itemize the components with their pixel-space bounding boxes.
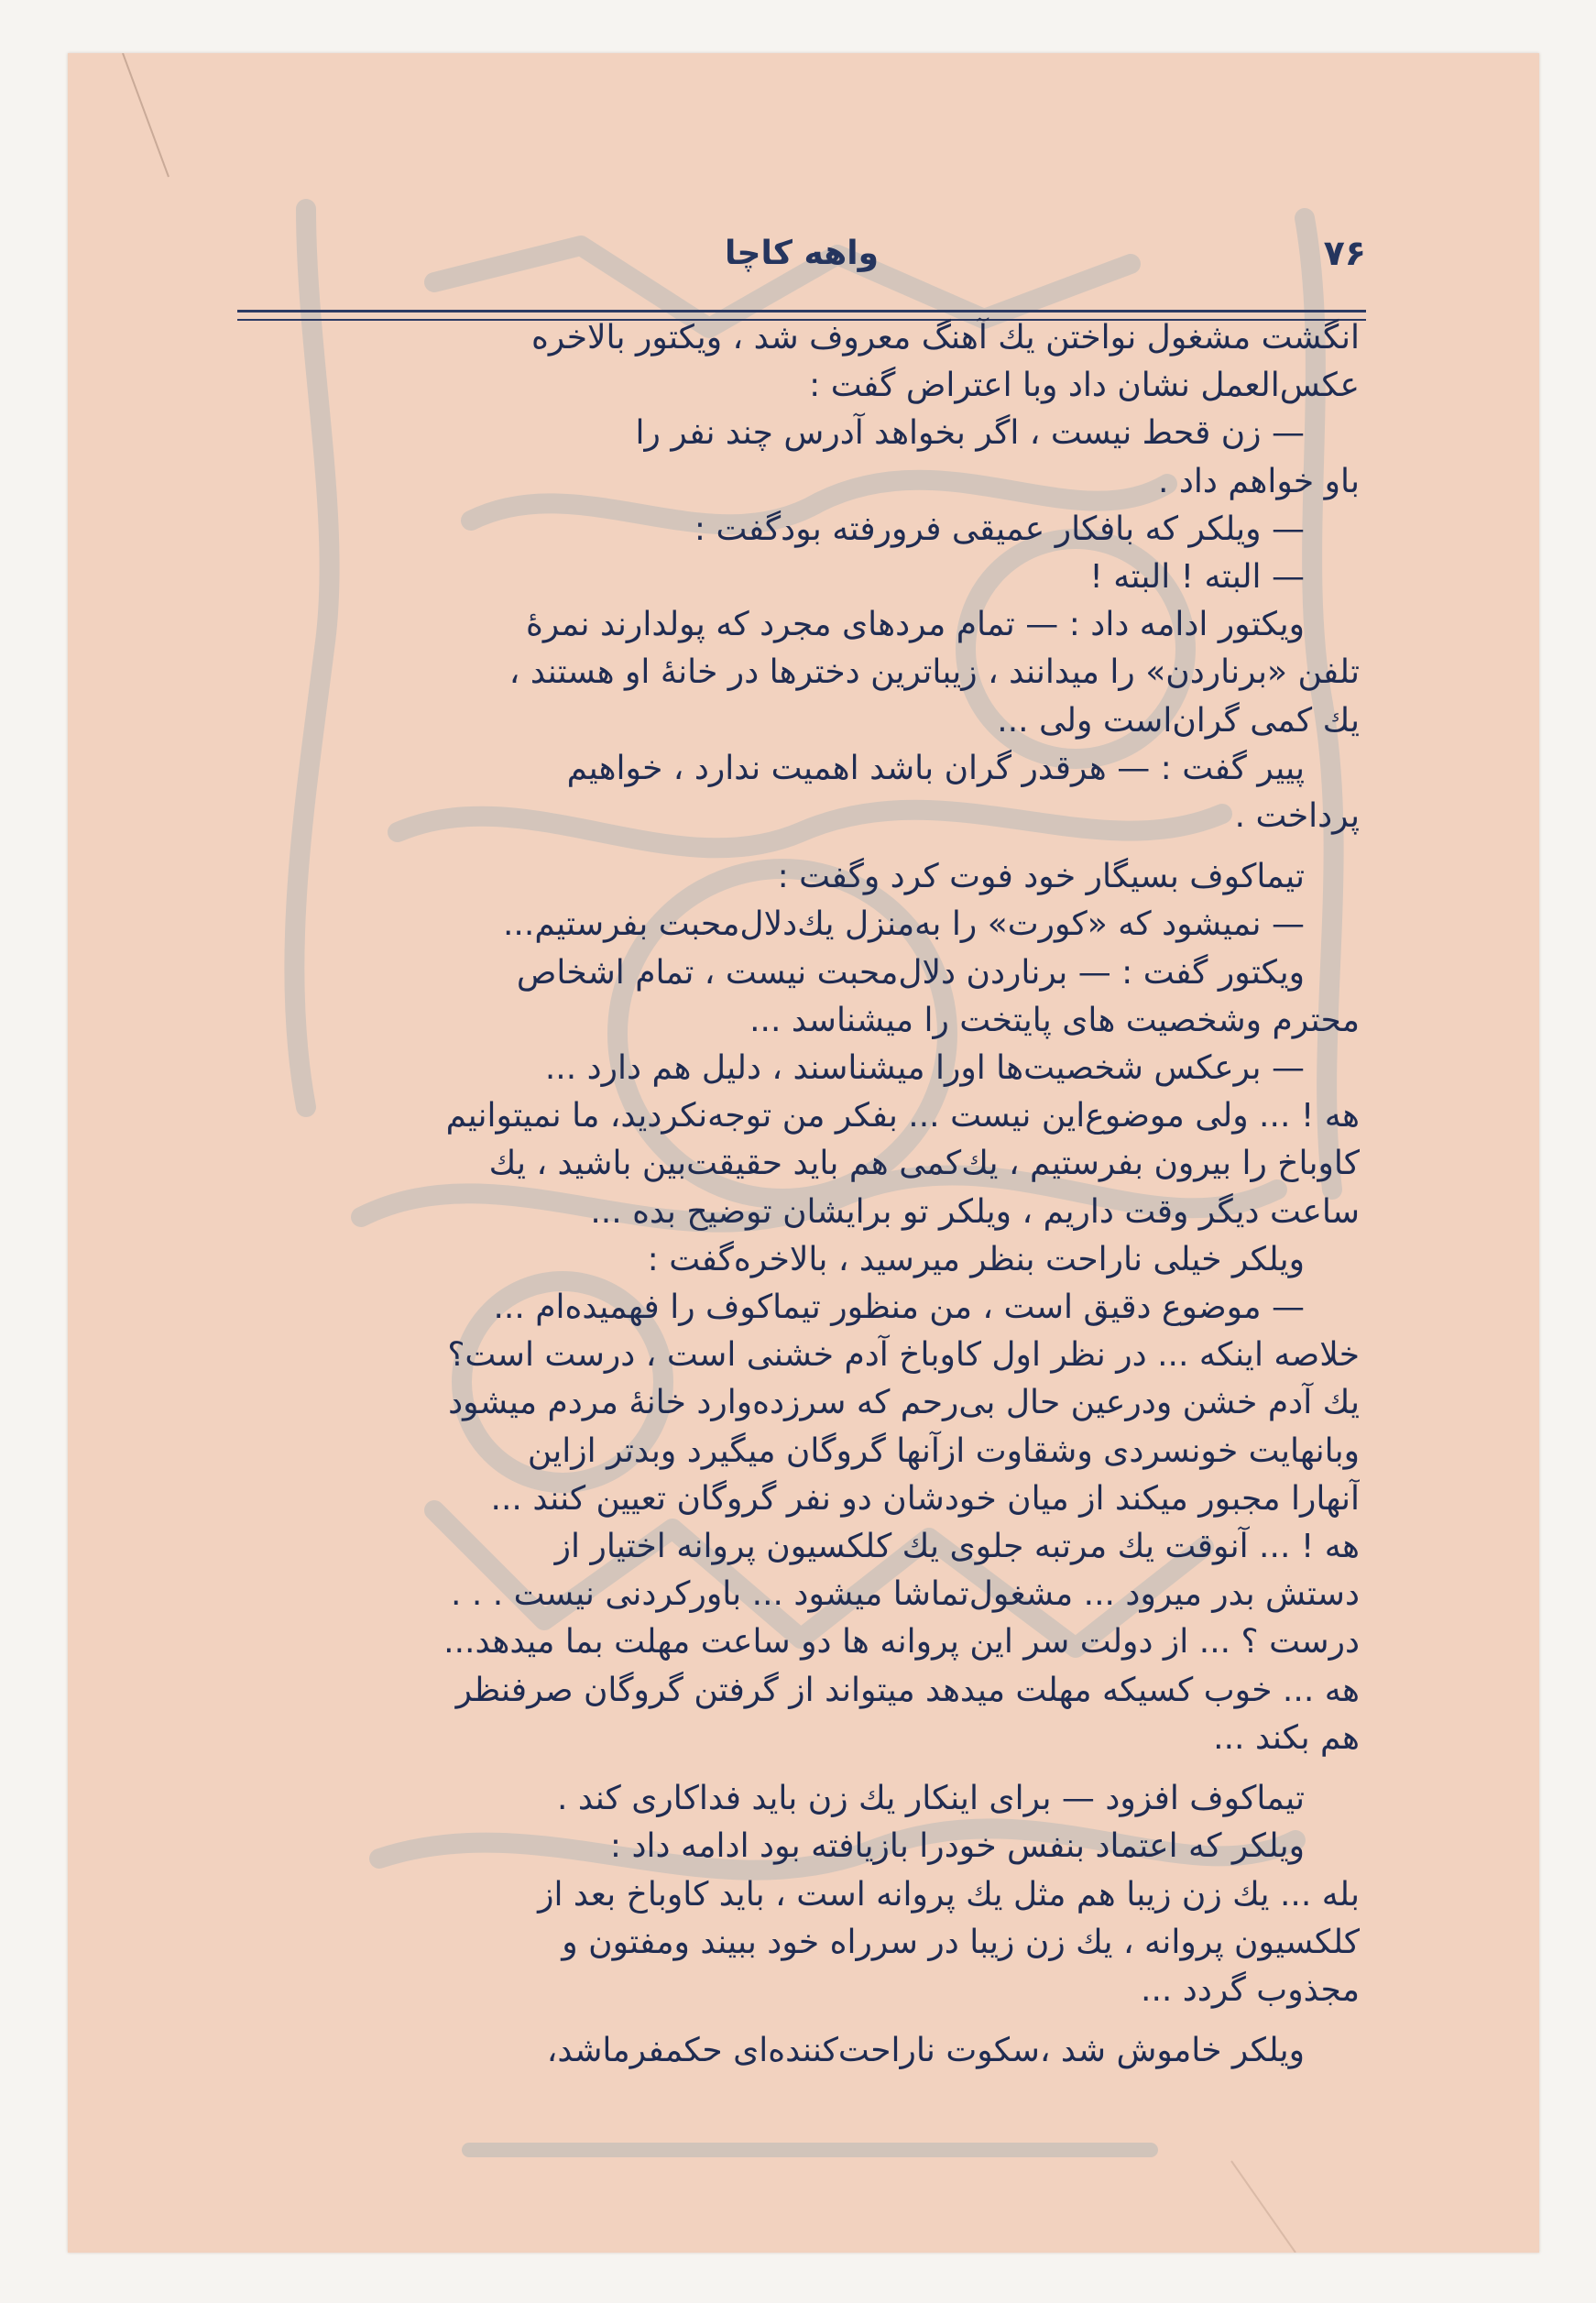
text-line: باو خواهم داد . xyxy=(1157,462,1360,500)
text-line: بله ... یك زن زیبا هم مثل یك پروانه است ، باید کاوباخ بعد از xyxy=(538,1875,1360,1914)
text-line: ویکتور ادامه داد : — تمام مردهای مجرد که پولدارند نمرهٔ xyxy=(526,606,1305,644)
text-line: آنهارا مجبور میکند از میان خودشان دو نفر گروگان تعیین کنند ... xyxy=(490,1479,1360,1518)
text-line: ویلکر خاموش شد ،سکوت ناراحت‌کننده‌ای حکمفرماشد، xyxy=(546,2032,1305,2070)
text-line: ویلکر خیلی ناراحت بنظر میرسید ، بالاخره‌گفت : xyxy=(647,1240,1305,1278)
page-body xyxy=(249,314,1360,2075)
text-line: خلاصه اینکه ... در نظر اول کاوباخ آدم خشنی است ، درست است؟ xyxy=(447,1336,1360,1375)
text-line: ویکتور گفت : — برناردن دلال‌محبت نیست ، تمام اشخاص xyxy=(516,953,1305,992)
text-line: تلفن «برناردن» را میدانند ، زیباترین دخترها در خانهٔ او هستند ، xyxy=(508,653,1360,692)
text-line: — برعکس شخصیت‌ها اورا میشناسند ، دلیل هم دارد ... xyxy=(544,1049,1305,1088)
show-through-text-smudge xyxy=(462,2132,1158,2168)
text-line: درست ؟ ... از دولت سر این پروانه ها دو ساعت مهلت بما میدهد... xyxy=(443,1623,1360,1661)
text-line: — موضوع دقیق است ، من منظور تیماکوف را فهمیده‌ام ... xyxy=(493,1289,1305,1327)
text-line: هه ! ... ولی موضوع‌این نیست ... بفکر من توجه‌نکردید، ما نمیتوانیم xyxy=(445,1097,1360,1135)
text-line: تیماکوف بسیگار خود فوت کرد وگفت : xyxy=(777,858,1305,896)
text-line: هم بکند ... xyxy=(1213,1718,1360,1757)
text-line: هه ! ... آنوقت یك مرتبه جلوی یك کلکسیون پروانه اختیار از xyxy=(554,1528,1360,1566)
running-title: واهه کاچا xyxy=(725,235,879,272)
page-header xyxy=(237,189,1366,280)
text-line: — نمیشود که «کورت» را به‌منزل یك‌دلال‌محبت بفرستیم... xyxy=(502,905,1305,944)
text-line: مجذوب گردد ... xyxy=(1141,1970,1360,2009)
text-line: ویلکر که اعتماد بنفس خودرا بازیافته بود ادامه داد : xyxy=(609,1827,1305,1866)
text-line: هه ... خوب کسیکه مهلت میدهد میتواند از گرفتن گروگان صرفنظر xyxy=(455,1671,1360,1709)
text-line: ساعت دیگر وقت داریم ، ویلکر تو برایشان توضیح بده ... xyxy=(590,1192,1360,1231)
text-line: پرداخت . xyxy=(1234,797,1360,836)
text-line: یك آدم خشن ودرعین حال بی‌رحم که سرزده‌وارد خانهٔ مردم میشود xyxy=(448,1384,1360,1422)
text-line: محترم وشخصیت های پایتخت را میشناسد ... xyxy=(749,1001,1360,1039)
text-line: یك کمی گران‌است ولی ... xyxy=(997,701,1360,740)
text-line: تیماکوف افزود — برای اینکار یك زن باید فداکاری کند . xyxy=(556,1780,1305,1818)
text-line: — ویلکر که بافکار عمیقی فرورفته بودگفت : xyxy=(694,510,1305,548)
text-line: عکس‌العمل نشان داد وبا اعتراض گفت : xyxy=(809,367,1360,405)
text-line: دستش بدر میرود ... مشغول‌تماشا میشود ... باورکردنی نیست . . . xyxy=(450,1575,1360,1614)
text-line: انگشت مشغول نواختن یك آهنگ معروف شد ، ویکتور بالاخره xyxy=(531,319,1360,356)
text-line: پییر گفت : — هرقدر گران باشد اهمیت ندارد ، خواهیم xyxy=(566,749,1305,787)
text-line: وبانهایت خونسردی وشقاوت ازآنها گروگان میگیرد وبدتر ازاین xyxy=(527,1431,1360,1470)
text-line: کاوباخ را بیرون بفرستیم ، یك‌کمی هم باید حقیقت‌بین باشید ، یك xyxy=(488,1145,1360,1183)
header-rule xyxy=(237,310,1366,313)
text-line: — زن قحط نیست ، اگر بخواهد آدرس چند نفر را xyxy=(635,414,1305,453)
page-number: ۷۶ xyxy=(1323,233,1366,273)
text-line: کلکسیون پروانه ، یك زن زیبا در سرراه خود ببیند ومفتون و xyxy=(562,1923,1360,1961)
book-page xyxy=(68,53,1539,2253)
text-line: — البته ! البته ! xyxy=(1089,558,1305,597)
